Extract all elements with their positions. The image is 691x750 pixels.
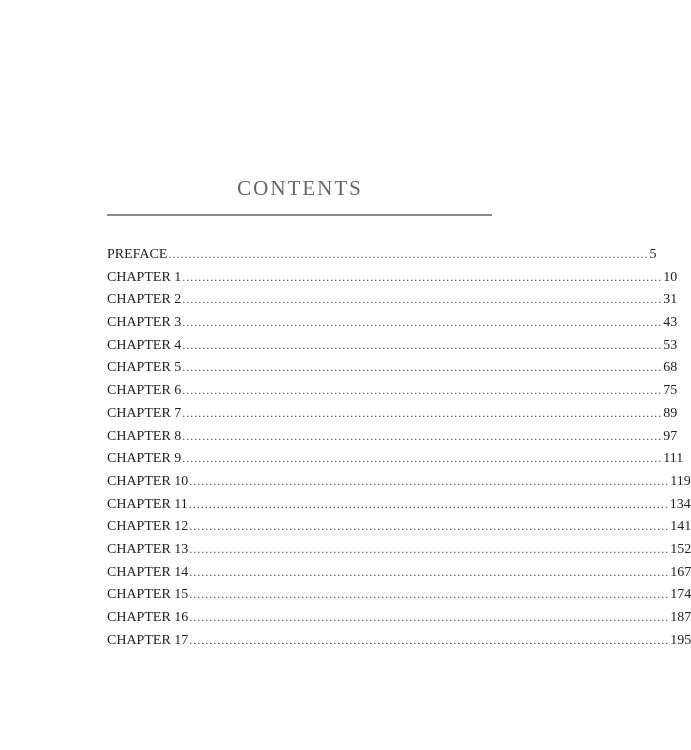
toc-entry-label: CHAPTER 17 — [107, 632, 189, 648]
toc-entry-label: CHAPTER 5 — [107, 360, 182, 376]
toc-entry-page: 89 — [663, 405, 678, 421]
toc-entry-page: 119 — [670, 473, 691, 489]
dot-leader: ........................................................................................................................ — [182, 360, 663, 375]
dot-leader: ........................................................................................................................ — [189, 473, 670, 488]
toc-entry — [107, 288, 678, 311]
table-of-contents — [107, 243, 691, 651]
toc-entry-label: CHAPTER 14 — [107, 564, 189, 580]
title-divider — [107, 214, 492, 216]
page-title: CONTENTS — [237, 176, 363, 200]
toc-entry-page: 111 — [663, 451, 684, 467]
toc-entry — [107, 425, 678, 448]
toc-entry — [107, 515, 691, 538]
toc-entry — [107, 311, 678, 334]
toc-entry — [107, 266, 678, 289]
toc-entry — [107, 356, 678, 379]
toc-entry-page: 167 — [670, 564, 691, 580]
toc-entry-label: CHAPTER 12 — [107, 519, 189, 535]
toc-entry-page: 174 — [670, 587, 691, 603]
dot-leader: ........................................................................................................................ — [182, 451, 663, 466]
toc-entry-label: CHAPTER 10 — [107, 473, 189, 489]
toc-entry-page: 195 — [670, 632, 691, 648]
dot-leader: ........................................................................................................................ — [189, 610, 670, 624]
toc-entry-page: 97 — [663, 428, 678, 444]
toc-entry-label: CHAPTER 1 — [107, 269, 182, 285]
toc-entry-page: 75 — [663, 383, 678, 399]
toc-entry-label: PREFACE — [107, 247, 168, 262]
dot-leader: ........................................................................................................................ — [182, 315, 663, 330]
dot-leader: ........................................................................................................................ — [189, 519, 670, 534]
toc-entry-page: 68 — [663, 360, 678, 376]
dot-leader: ........................................................................................................................ — [182, 405, 663, 420]
dot-leader: ........................................................................................................................ — [182, 269, 663, 284]
dot-leader: ........................................................................................................................ — [182, 337, 663, 352]
toc-entry-label: CHAPTER 4 — [107, 337, 182, 353]
toc-entry-page: 187 — [670, 610, 691, 625]
toc-entry-label: CHAPTER 9 — [107, 451, 182, 467]
toc-entry — [107, 561, 691, 584]
toc-entry — [107, 583, 691, 606]
toc-entry-page: 10 — [663, 269, 678, 285]
toc-entry — [107, 447, 684, 470]
toc-entry-page: 134 — [669, 496, 691, 512]
toc-entry-page: 31 — [663, 292, 678, 308]
toc-entry-label: CHAPTER 6 — [107, 383, 182, 399]
toc-entry — [107, 538, 691, 561]
toc-entry-label: CHAPTER 7 — [107, 405, 182, 421]
dot-leader: ........................................................................................................................ — [182, 383, 663, 398]
toc-entry-page: 43 — [663, 315, 678, 331]
dot-leader: ........................................................................................................................ — [189, 587, 670, 602]
dot-leader: ........................................................................................................................ — [188, 496, 669, 511]
dot-leader: ........................................................................................................................ — [182, 292, 663, 307]
toc-entry-label: CHAPTER 16 — [107, 610, 189, 625]
dot-leader: ........................................................................................................................ — [189, 564, 670, 579]
toc-entry — [107, 334, 678, 357]
toc-entry — [107, 606, 691, 629]
toc-entry-label: CHAPTER 11 — [107, 496, 188, 512]
toc-entry-page: 5 — [649, 247, 657, 262]
toc-entry — [107, 629, 691, 652]
dot-leader: ........................................................................................................................ — [168, 247, 649, 261]
toc-entry — [107, 243, 657, 266]
toc-entry-page: 141 — [670, 519, 691, 535]
dot-leader: ........................................................................................................................ — [189, 632, 670, 647]
dot-leader: ........................................................................................................................ — [182, 428, 663, 443]
toc-entry — [107, 470, 691, 493]
toc-entry-label: CHAPTER 13 — [107, 541, 189, 557]
toc-entry-page: 152 — [670, 541, 691, 557]
toc-entry — [107, 402, 678, 425]
toc-entry-page: 53 — [663, 337, 678, 353]
toc-entry-label: CHAPTER 3 — [107, 315, 182, 331]
toc-entry-label: CHAPTER 15 — [107, 587, 189, 603]
toc-entry — [107, 493, 691, 516]
toc-entry-label: CHAPTER 8 — [107, 428, 182, 444]
toc-entry-label: CHAPTER 2 — [107, 292, 182, 308]
dot-leader: ........................................................................................................................ — [189, 541, 670, 556]
toc-entry — [107, 379, 678, 402]
